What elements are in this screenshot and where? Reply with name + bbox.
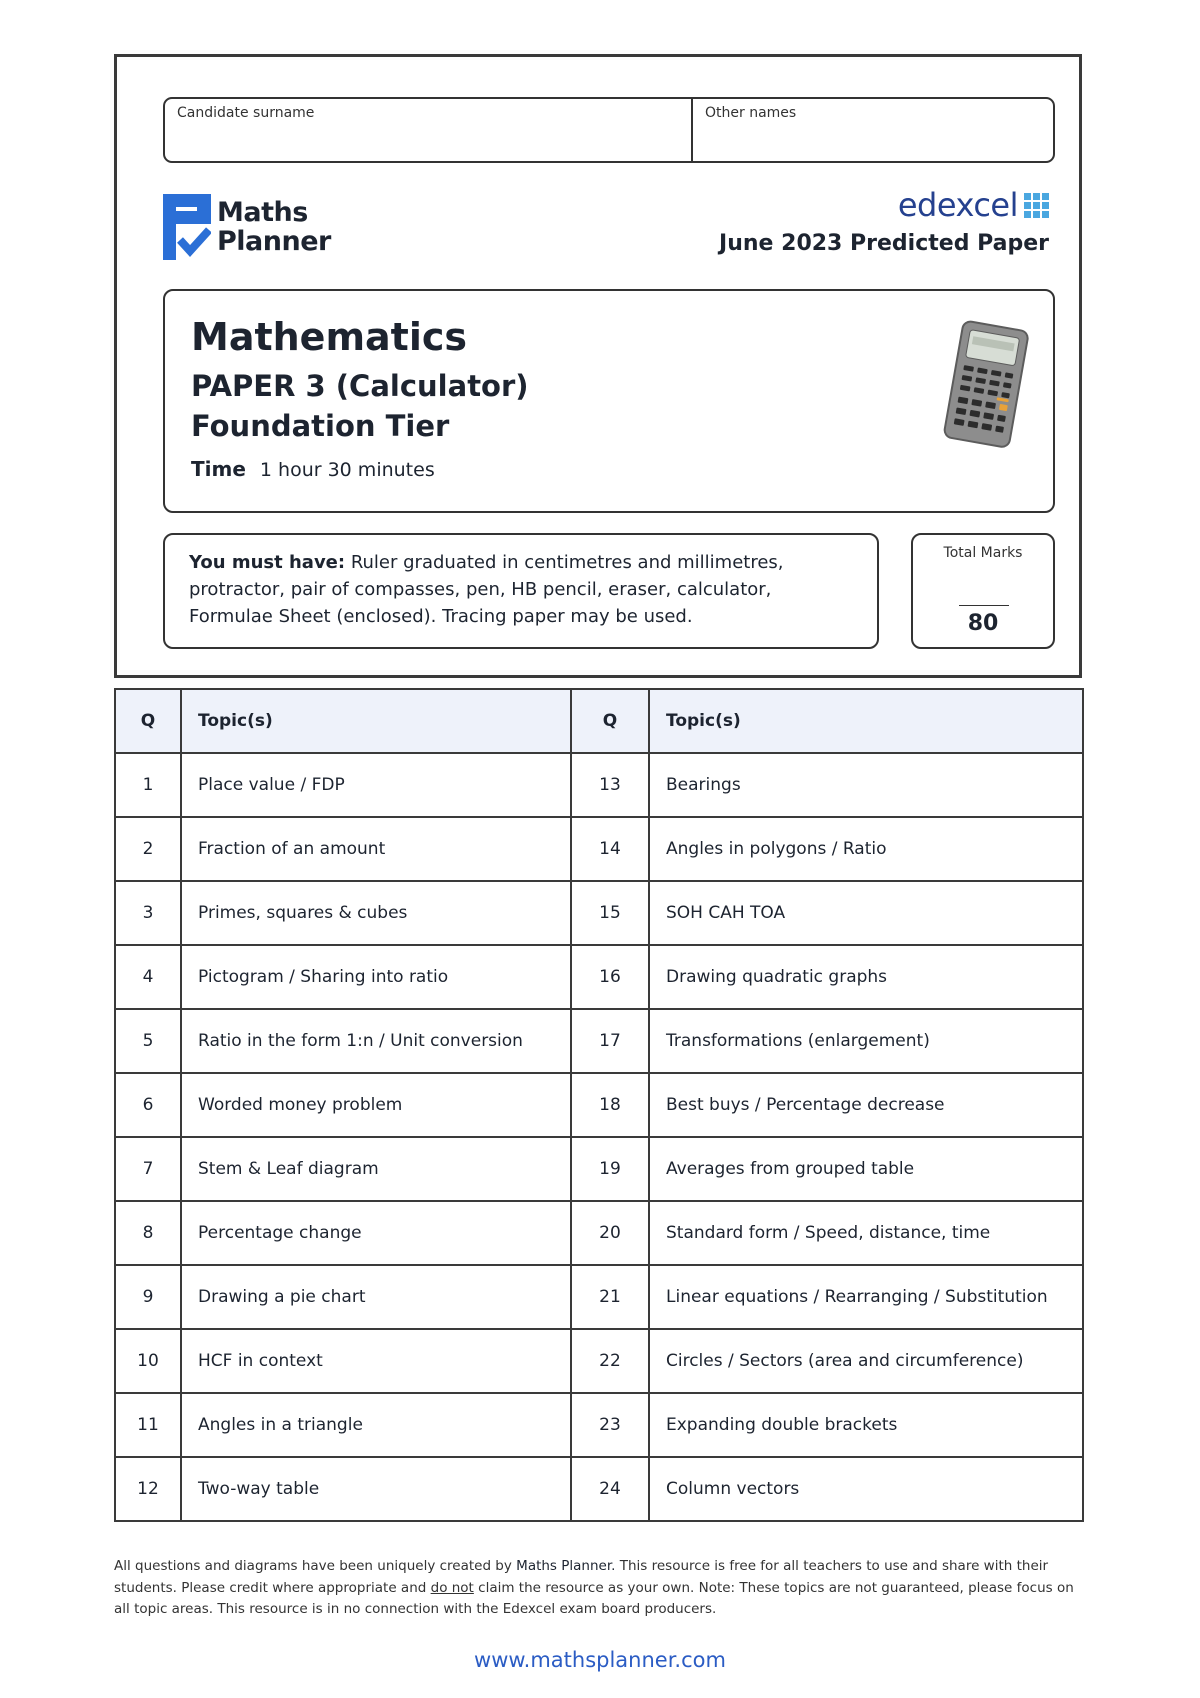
disclaimer-brand: Maths Planner. [511,1558,616,1574]
tier-title: Foundation Tier [191,409,450,443]
question-number-cell: 13 [571,753,649,817]
topic-cell: Drawing a pie chart [181,1265,571,1329]
table-row [115,1073,1083,1137]
question-number-cell: 5 [115,1009,181,1073]
disclaimer [114,1556,1089,1621]
question-number-cell: 21 [571,1265,649,1329]
topic-cell: Linear equations / Rearranging / Substitution [649,1265,1083,1329]
topic-cell: Expanding double brackets [649,1393,1083,1457]
other-names-field[interactable] [693,99,1053,161]
topic-cell: Standard form / Speed, distance, time [649,1201,1083,1265]
topic-cell: Primes, squares & cubes [181,881,571,945]
equipment-requirements [163,533,879,649]
disclaimer-part1: All questions and diagrams have been uniquely created by [114,1558,512,1574]
header-q-right: Q [571,689,649,753]
total-marks-box [911,533,1055,649]
time-value: 1 hour 30 minutes [259,459,435,481]
candidate-surname-field[interactable] [165,99,693,161]
total-marks-divider [959,605,1009,606]
question-number-cell: 17 [571,1009,649,1073]
requirements-label: You must have: [189,552,346,573]
question-number-cell: 24 [571,1457,649,1521]
maths-planner-logo-icon [163,194,211,260]
topic-cell: Ratio in the form 1:n / Unit conversion [181,1009,571,1073]
topic-cell: Column vectors [649,1457,1083,1521]
total-marks-label: Total Marks [943,545,1023,561]
topic-cell: Percentage change [181,1201,571,1265]
disclaimer-part3: claim the resource as your own. Note: These topics are not guaranteed, please focus on all topic areas. This resource is in no connection with the Edexcel exam board producers. [114,1579,1074,1617]
exam-board-block [719,187,1049,256]
question-number-cell: 9 [115,1265,181,1329]
table-header-row [115,689,1083,753]
subject-title: Mathematics [191,315,468,359]
question-number-cell: 19 [571,1137,649,1201]
question-number-cell: 2 [115,817,181,881]
calculator-icon [935,319,1035,451]
question-number-cell: 4 [115,945,181,1009]
topic-cell: Averages from grouped table [649,1137,1083,1201]
question-number-cell: 22 [571,1329,649,1393]
paper-title-box [163,289,1055,513]
edexcel-wordmark: edexcel [897,186,1018,224]
question-number-cell: 8 [115,1201,181,1265]
table-row [115,753,1083,817]
question-number-cell: 3 [115,881,181,945]
time-label: Time [191,457,246,481]
table-row [115,1329,1083,1393]
logo-line-planner: Planner [217,226,331,257]
topic-cell: Fraction of an amount [181,817,571,881]
question-number-cell: 16 [571,945,649,1009]
topic-cell: Transformations (enlargement) [649,1009,1083,1073]
predicted-paper-title: June 2023 Predicted Paper [719,231,1049,256]
header-topic-left: Topic(s) [181,689,571,753]
total-marks-value: 80 [967,611,999,636]
table-row [115,1457,1083,1521]
topic-cell: Two-way table [181,1457,571,1521]
question-number-cell: 12 [115,1457,181,1521]
topic-cell: Angles in polygons / Ratio [649,817,1083,881]
time-allowed [191,457,435,481]
table-row [115,1009,1083,1073]
question-number-cell: 11 [115,1393,181,1457]
question-number-cell: 18 [571,1073,649,1137]
topics-table [114,688,1084,1522]
question-number-cell: 10 [115,1329,181,1393]
maths-planner-logo [163,193,331,261]
candidate-name-fields [163,97,1055,163]
question-number-cell: 20 [571,1201,649,1265]
topic-cell: Stem & Leaf diagram [181,1137,571,1201]
topic-cell: Place value / FDP [181,753,571,817]
edexcel-grid-icon [1024,193,1049,218]
table-row [115,1137,1083,1201]
website-link[interactable]: www.mathsplanner.com [474,1648,726,1672]
topic-cell: Pictogram / Sharing into ratio [181,945,571,1009]
table-row [115,881,1083,945]
question-number-cell: 15 [571,881,649,945]
topic-cell: Bearings [649,753,1083,817]
table-row [115,1201,1083,1265]
logo-line-maths: Maths [217,197,308,228]
table-row [115,817,1083,881]
candidate-surname-label: Candidate surname [177,105,315,121]
topic-cell: Circles / Sectors (area and circumference) [649,1329,1083,1393]
topic-cell: HCF in context [181,1329,571,1393]
question-number-cell: 7 [115,1137,181,1201]
table-row [115,1265,1083,1329]
edexcel-logo [719,187,1049,223]
topic-cell: Worded money problem [181,1073,571,1137]
paper-title: PAPER 3 (Calculator) [191,369,529,403]
table-row [115,945,1083,1009]
other-names-label: Other names [705,105,797,121]
question-number-cell: 23 [571,1393,649,1457]
topic-cell: Drawing quadratic graphs [649,945,1083,1009]
topic-cell: Angles in a triangle [181,1393,571,1457]
header-topic-right: Topic(s) [649,689,1083,753]
requirements-text: Ruler graduated in centimetres and millimetres, protractor, pair of compasses, pen, HB pencil, eraser, calculator, Formulae Sheet (enclosed). Tracing paper may be used. [189,552,784,627]
topic-cell: Best buys / Percentage decrease [649,1073,1083,1137]
question-number-cell: 1 [115,753,181,817]
cover-panel [114,54,1082,678]
disclaimer-part2: This resource is free for all teachers to use and share with their students. Please credit where appropriate and [114,1558,1049,1596]
maths-planner-wordmark [217,198,331,256]
question-number-cell: 14 [571,817,649,881]
topic-cell: SOH CAH TOA [649,881,1083,945]
question-number-cell: 6 [115,1073,181,1137]
header-q-left: Q [115,689,181,753]
disclaimer-do-not: do not [430,1579,474,1596]
table-row [115,1393,1083,1457]
